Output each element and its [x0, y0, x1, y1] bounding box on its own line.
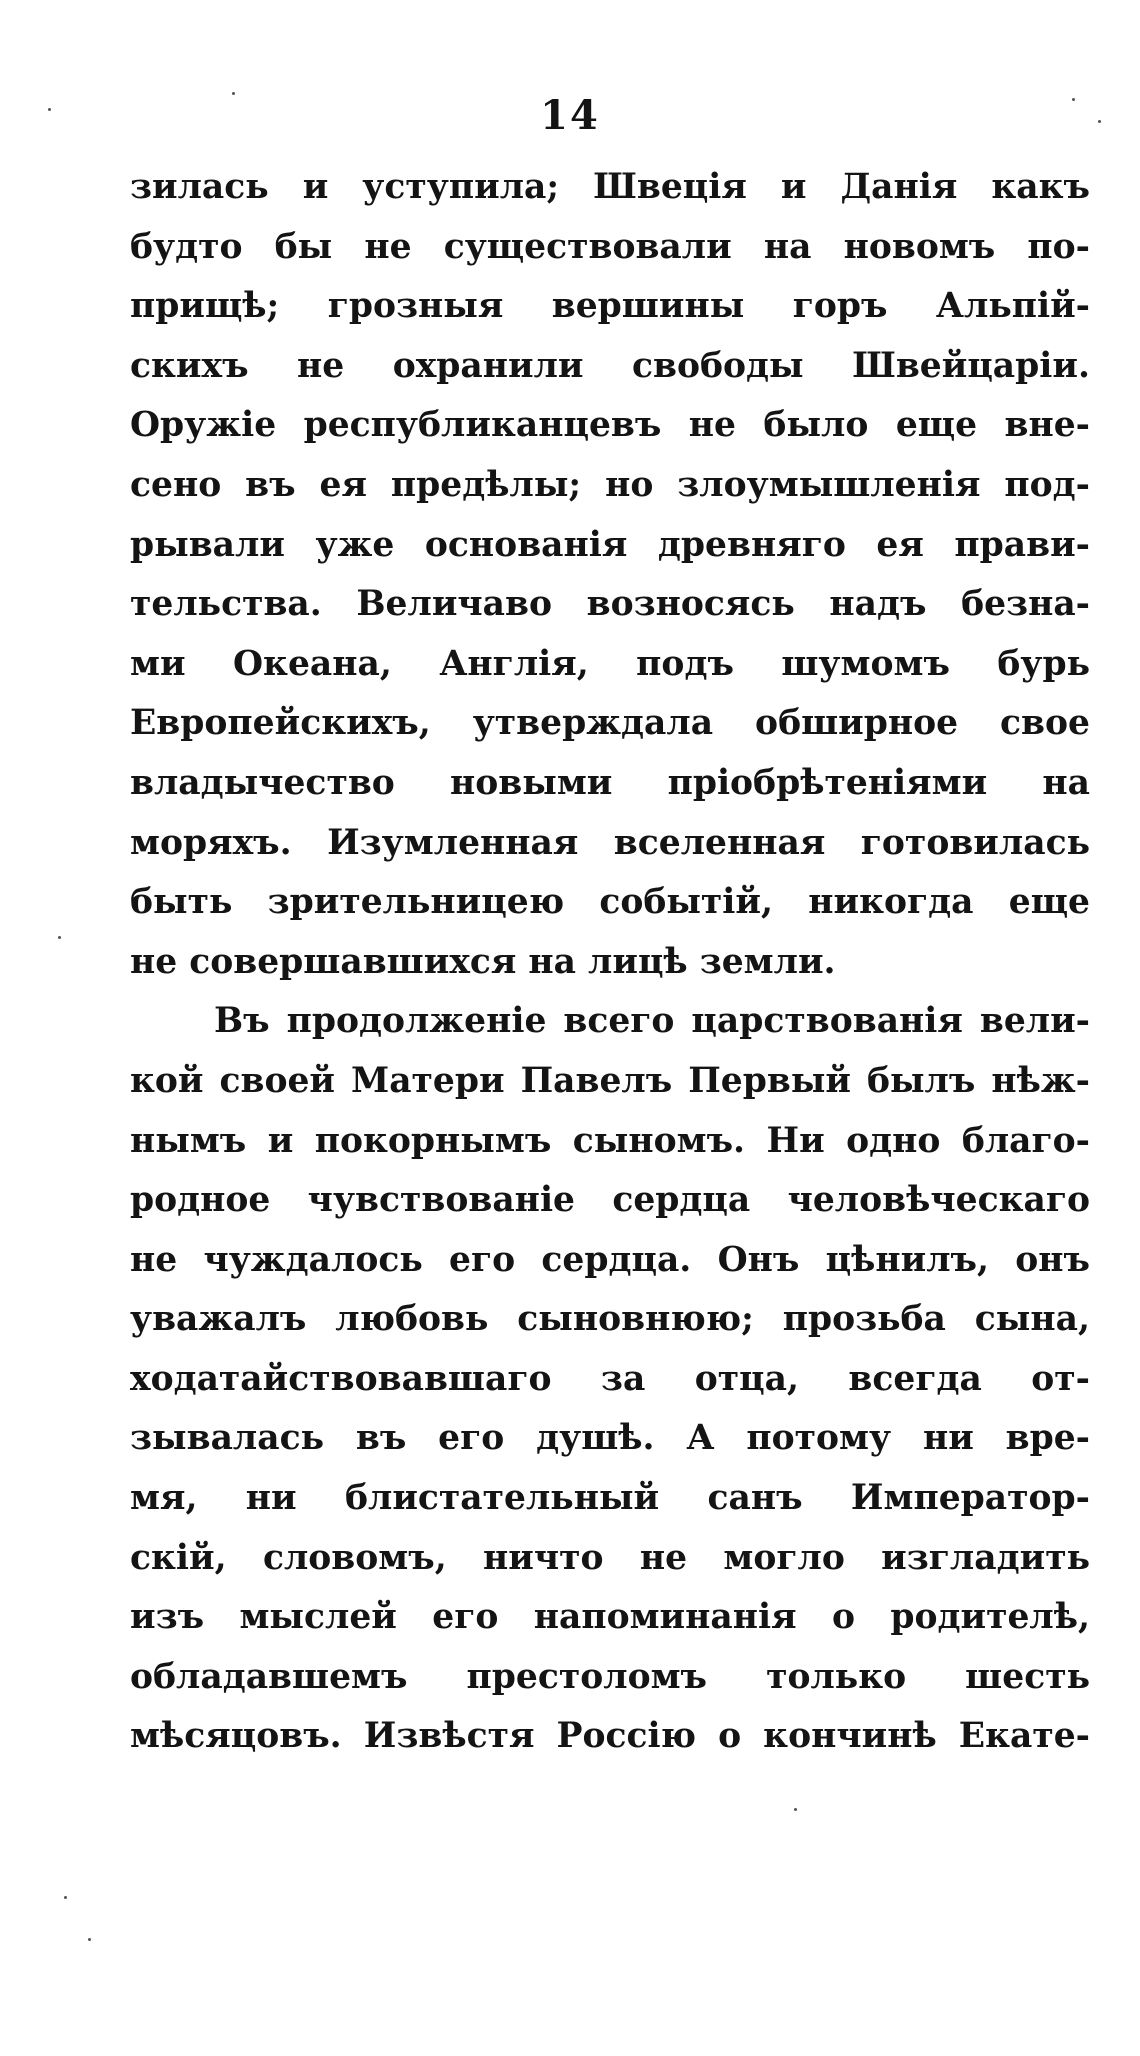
text-line: мя, ни блистательный санъ Император-	[130, 1478, 1090, 1519]
text-line: скихъ не охранили свободы Швейцаріи.	[130, 345, 1090, 386]
text-line: изъ мыслей его напоминанія о родителѣ,	[130, 1597, 1090, 1638]
print-speck	[1072, 98, 1075, 101]
text-line: тельства. Величаво возносясь надъ безна-	[130, 584, 1090, 625]
paragraph-1	[130, 158, 1090, 992]
text-line: кой своей Матери Павелъ Первый былъ нѣж-	[130, 1060, 1090, 1101]
text-line: ходатайствовавшаго за отца, всегда от-	[130, 1358, 1090, 1399]
body-text	[130, 158, 1090, 1767]
text-line: не совершавшихся на лицѣ земли.	[130, 941, 836, 982]
text-line: мѣсяцовъ. Извѣстя Россію о кончинѣ Екате-	[130, 1716, 1090, 1757]
print-speck	[88, 1938, 91, 1941]
text-line: Европейскихъ, утверждала обширное свое	[130, 703, 1090, 744]
text-line: зывалась въ его душѣ. А потому ни вре-	[130, 1418, 1090, 1459]
print-speck	[58, 936, 61, 939]
text-line: сено въ ея предѣлы; но злоумышленія под-	[130, 464, 1090, 505]
text-line: скій, словомъ, ничто не могло изгладить	[130, 1537, 1090, 1578]
print-speck	[232, 92, 235, 95]
text-line: будто бы не существовали на новомъ по-	[130, 226, 1090, 267]
text-line: моряхъ. Изумленная вселенная готовилась	[130, 822, 1090, 863]
text-line: ми Океана, Англія, подъ шумомъ бурь	[130, 643, 1090, 684]
text-line: прищѣ; грозныя вершины горъ Альпій-	[130, 286, 1090, 327]
text-line: Въ продолженіе всего царствованія вели-	[214, 1001, 1090, 1042]
text-line: быть зрительницею событій, никогда еще	[130, 882, 1090, 923]
text-line: Оружіе республиканцевъ не было еще вне-	[130, 405, 1090, 446]
text-line: рывали уже основанія древняго ея прави-	[130, 524, 1090, 565]
print-speck	[64, 1896, 67, 1899]
text-line: родное чувствованіе сердца человѣческаго	[130, 1180, 1090, 1221]
text-line: обладавшемъ престоломъ только шесть	[130, 1656, 1090, 1697]
text-line: владычество новыми пріобрѣтеніями на	[130, 762, 1090, 803]
print-speck	[1098, 120, 1101, 123]
text-line: не чуждалось его сердца. Онъ цѣнилъ, онъ	[130, 1239, 1090, 1280]
print-speck	[48, 108, 51, 111]
text-line: уважалъ любовь сыновнюю; прозьба сына,	[130, 1299, 1090, 1340]
paragraph-2	[130, 992, 1090, 1767]
text-line: зилась и уступила; Швеція и Данія какъ	[130, 167, 1090, 207]
text-line: нымъ и покорнымъ сыномъ. Ни одно благо-	[130, 1120, 1090, 1161]
print-speck	[794, 1808, 797, 1811]
page-number: 14	[540, 92, 600, 139]
